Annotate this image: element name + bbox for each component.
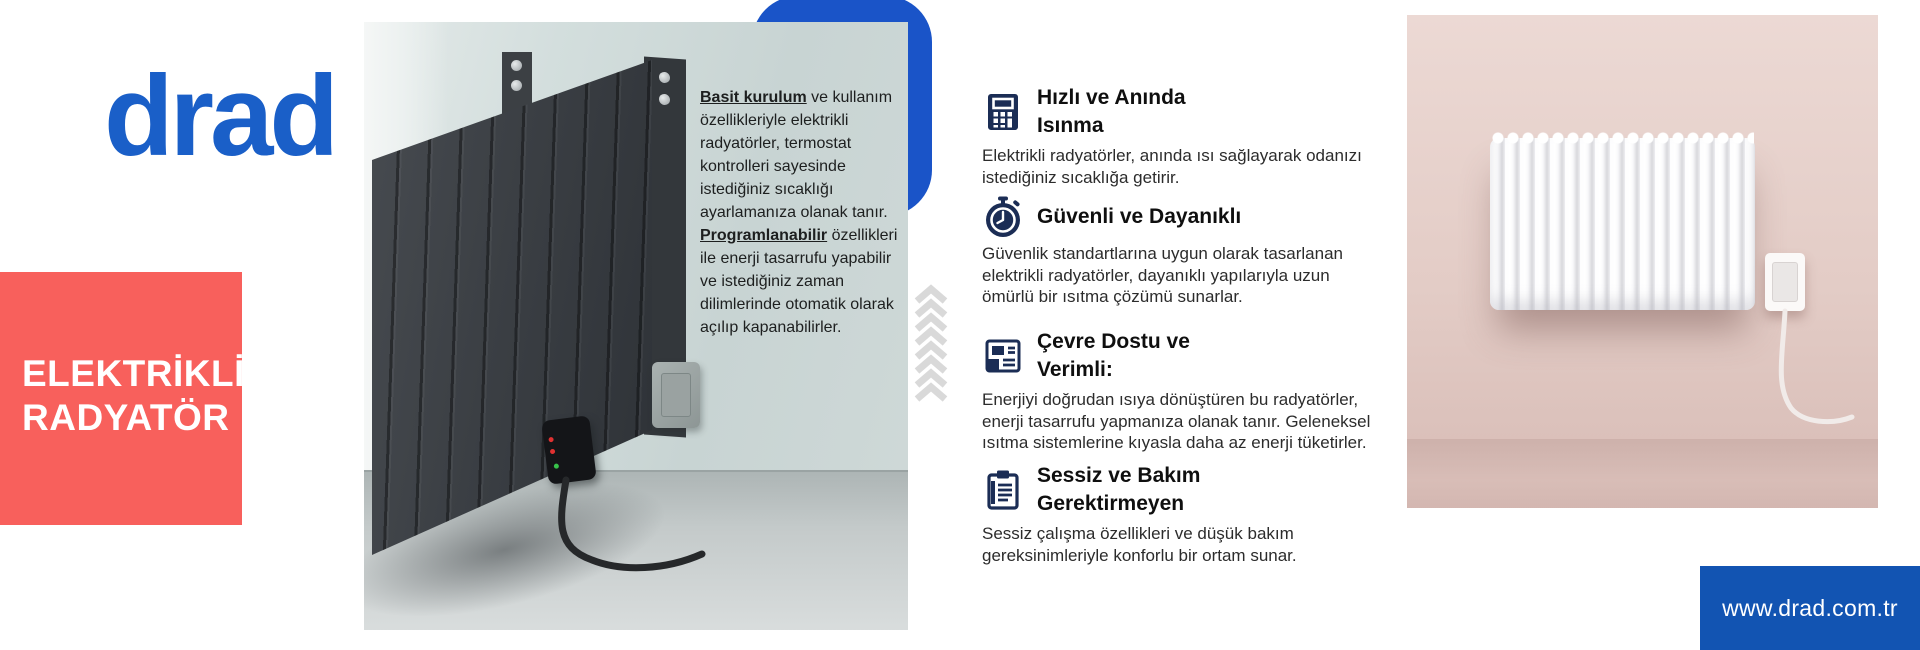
white-power-cable [1737, 303, 1867, 438]
white-radiator [1490, 138, 1755, 310]
website-link-box[interactable] [1700, 566, 1920, 650]
dark-radiator-photo [364, 22, 908, 630]
overlay-text-2: özellikleri ile enerji tasarrufu yapabilir ve istediğiniz zaman dilimlerinde otomatik olarak açılıp kapanabilirler. [700, 227, 898, 336]
calculator-icon [982, 91, 1024, 133]
features-list [982, 0, 1382, 650]
stopwatch-icon [982, 196, 1024, 238]
newspaper-icon [982, 335, 1024, 377]
photo-overlay-paragraph [700, 86, 906, 339]
overlay-bold-2: Programlanabilir [700, 227, 828, 244]
feature-body: Elektrikli radyatörler, anında ısı sağlayarak odanızı istediğiniz sıcaklığa getirir. [982, 146, 1362, 187]
white-radiator-photo [1407, 15, 1878, 508]
screw [659, 94, 670, 106]
socket-outlet [1772, 262, 1798, 302]
photo-floor [1407, 439, 1878, 508]
screw [511, 80, 522, 91]
brand-logo: drad [104, 53, 336, 180]
feature-title: Çevre Dostu ve Verimli: [1037, 330, 1190, 381]
wall-switch [652, 362, 700, 428]
feature-title: Güvenli ve Dayanıklı [1037, 205, 1242, 228]
title-banner [0, 272, 245, 525]
feature-safe-durable [982, 196, 1380, 308]
overlay-text-1: ve kullanım özellikleriyle elektrikli radyatörler, termostat kontrolleri sayesinde istediğiniz sıcaklığı ayarlamanıza olanak tanır. [700, 89, 893, 221]
power-cable [504, 452, 734, 602]
red-led [548, 437, 554, 443]
feature-body: Güvenlik standartlarına uygun olarak tasarlanan elektrikli radyatörler, dayanıklı yapılarıyla uzun ömürlü bir ısıtma çözümü sunarlar. [982, 244, 1343, 306]
clipboard-icon [982, 469, 1024, 511]
wall-switch-button [661, 373, 691, 417]
screw [659, 72, 670, 84]
overlay-bold-1: Basit kurulum [700, 89, 807, 106]
feature-body: Enerjiyi doğrudan ısıya dönüştüren bu radyatörler, enerji tasarrufu yapmanıza olanak tanır. Geleneksel ısıtma sistemlerine kıyasla daha az enerji tüketirler. [982, 390, 1371, 452]
screw [511, 60, 522, 71]
title-line-2: RADYATÖR [22, 397, 230, 438]
chevron-up-icon [914, 382, 948, 402]
feature-fast-heating [982, 84, 1380, 188]
feature-body: Sessiz çalışma özellikleri ve düşük bakım gereksinimleriyle konforlu bir ortam sunar. [982, 524, 1297, 565]
feature-silent-maintenance [982, 462, 1380, 566]
title-line-1: ELEKTRİKLİ [22, 353, 245, 394]
website-url[interactable]: www.drad.com.tr [1722, 594, 1898, 621]
feature-title: Hızlı ve Anında Isınma [1037, 86, 1186, 137]
feature-title: Sessiz ve Bakım Gerektirmeyen [1037, 464, 1201, 515]
feature-eco-efficient [982, 328, 1380, 454]
chevron-up-arrows [914, 284, 948, 396]
